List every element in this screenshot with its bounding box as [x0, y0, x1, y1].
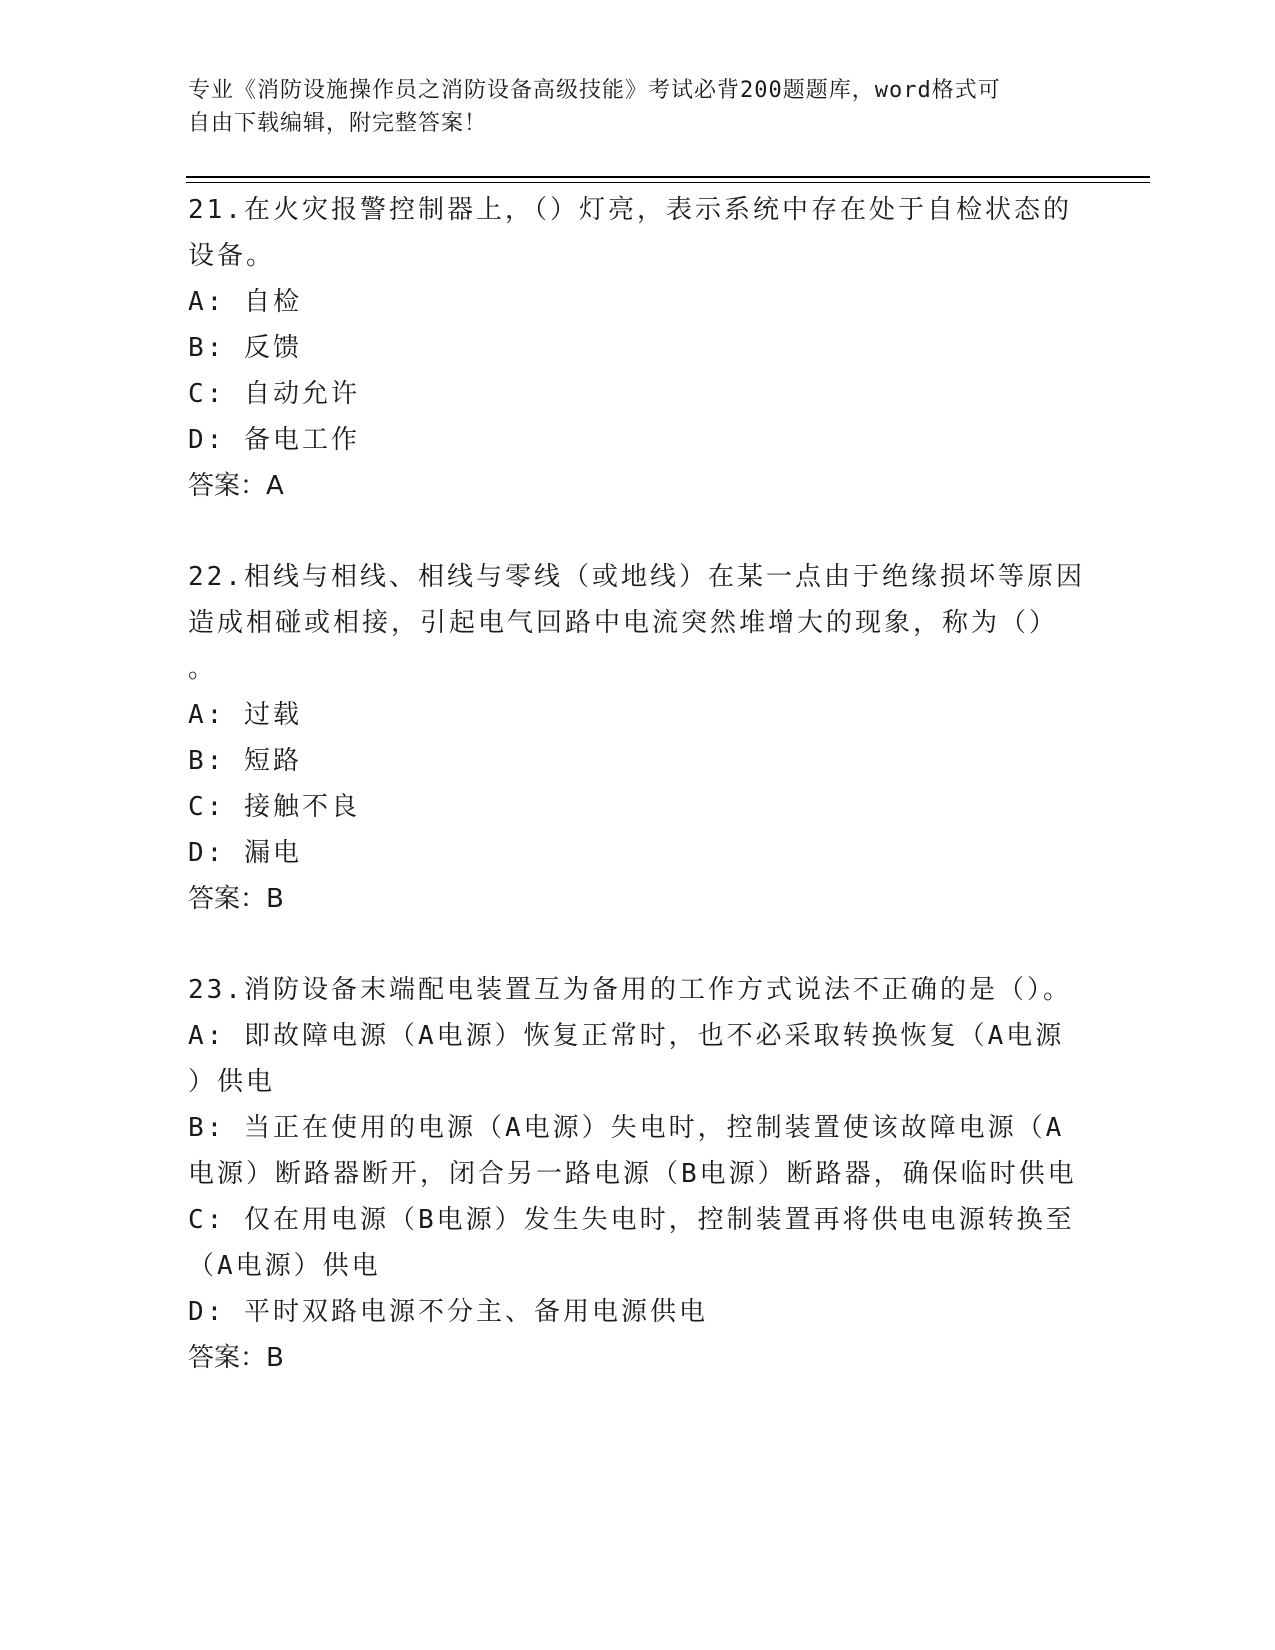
option-d: D: 漏电 — [188, 838, 302, 868]
question-23 — [188, 967, 1088, 1381]
question-stem-line: 23.消防设备末端配电装置互为备用的工作方式说法不正确的是（）。 — [188, 975, 1072, 1005]
header-line-1: 专业《消防设施操作员之消防设备高级技能》考试必背200题题库，word格式可 — [188, 78, 1001, 103]
option-c-continued: （A电源）供电 — [188, 1251, 381, 1281]
option-b: B: 反馈 — [188, 333, 302, 363]
answer-line: 答案：B — [188, 884, 284, 914]
option-b: B: 当正在使用的电源（A电源）失电时，控制装置使该故障电源（A — [188, 1113, 1065, 1143]
question-stem-line: 22.相线与相线、相线与零线（或地线）在某一点由于绝缘损坏等原因 — [188, 562, 1085, 592]
header-divider-thick — [186, 176, 1150, 178]
header-divider-thin — [186, 182, 1150, 183]
option-c: C: 仅在用电源（B电源）发生失电时，控制装置再将供电电源转换至 — [188, 1205, 1075, 1235]
option-b-continued: 电源）断路器断开，闭合另一路电源（B电源）断路器，确保临时供电 — [188, 1159, 1077, 1189]
question-stem-line: 21.在火灾报警控制器上，（）灯亮，表示系统中存在处于自检状态的 — [188, 195, 1072, 225]
document-header — [188, 74, 1088, 140]
question-list — [188, 187, 1088, 1426]
question-stem-line: 。 — [188, 654, 218, 684]
question-22 — [188, 554, 1088, 922]
answer-line: 答案：B — [188, 1343, 284, 1373]
question-stem-line: 设备。 — [188, 241, 276, 271]
option-a: A: 即故障电源（A电源）恢复正常时，也不必采取转换恢复（A电源 — [188, 1021, 1065, 1051]
option-a: A: 过载 — [188, 700, 302, 730]
question-stem-line: 造成相碰或相接，引起电气回路中电流突然堆增大的现象，称为（） — [188, 608, 1059, 638]
option-a: A: 自检 — [188, 287, 302, 317]
option-a-continued: ）供电 — [188, 1067, 276, 1097]
option-d: D: 平时双路电源不分主、备用电源供电 — [188, 1297, 708, 1327]
option-b: B: 短路 — [188, 746, 302, 776]
option-c: C: 接触不良 — [188, 792, 360, 822]
question-21 — [188, 187, 1088, 509]
answer-line: 答案：A — [188, 471, 284, 501]
option-c: C: 自动允许 — [188, 379, 360, 409]
option-d: D: 备电工作 — [188, 425, 360, 455]
header-line-2: 自由下载编辑，附完整答案！ — [188, 111, 488, 136]
